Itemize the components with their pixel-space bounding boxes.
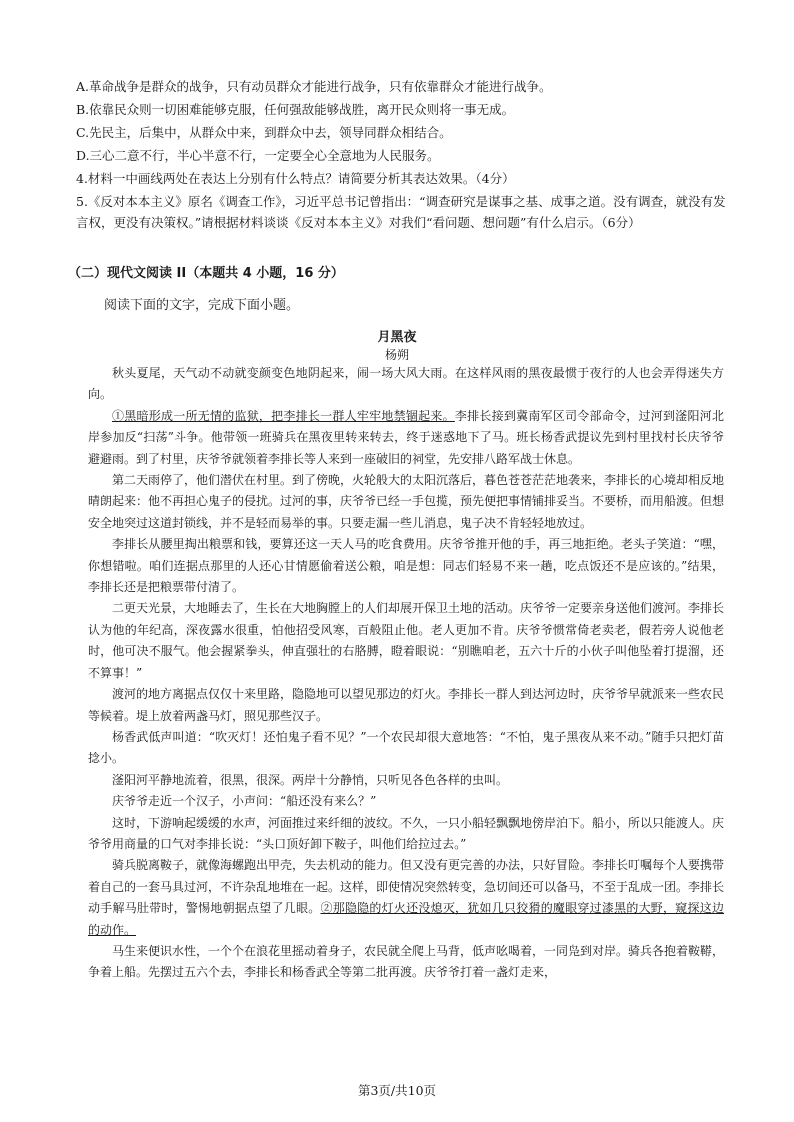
story-paragraph: 二更天光景，大地睡去了，生长在大地胸膛上的人们却展开保卫土地的活动。庆爷爷一定要亲身送他们渡河。李排长认为他的年纪高，深夜露水很重，怕他招受风寒，百般阻止他。老人更加不肯。庆爷爷惯常倚老卖老，假若旁人说他老时，他可决不服气。他会握紧拳头，伸直强壮的右胳膊，瞪着眼说：“别瞧咱老，五六十斤的小伙子叫他坠着打提溜，还不算事！” — [88, 601, 725, 680]
story-paragraph: 渡河的地方离据点仅仅十来里路，隐隐地可以望见那边的灯火。李排长一群人到达河边时，庆爷爷早就派来一些农民等候着。堤上放着两盏马灯，照见那些汉子。 — [88, 687, 725, 723]
story-body — [88, 363, 724, 984]
story-paragraph: 马生来便识水性，一个个在浪花里摇动着身子，农民就全爬上马背，低声吆喝着，一同凫到对岸。骑兵各抱着鞍鞯，争着上船。先摆过五六个去，李排长和杨香武全等第二批再渡。庆爷爷打着一盏灯走来， — [88, 943, 725, 980]
underlined-sentence-1: ①黑暗形成一所无情的监狱，把李排长一群人牢牢地禁锢起来。 — [112, 408, 455, 423]
story-paragraph: 杨香武低声叫道：“吹灭灯！还怕鬼子看不见？”一个农民却很大意地答：“不怕，鬼子黑夜从来不动。”随手只把灯苗捻小。 — [88, 729, 724, 766]
story-paragraph: 这时，下游响起缓缓的水声，河面推过来纤细的波纹。不久，一只小船轻飘飘地傍岸泊下。船小，所以只能渡人。庆爷爷用商量的口气对李排长说：“头口顶好卸下鞍子，叫他们给拉过去。” — [88, 815, 725, 851]
option-d: D.三心二意不行，半心半意不行，一定要全心全意地为人民服务。 — [76, 148, 440, 163]
option-a: A.革命战争是群众的战争，只有动员群众才能进行战争，只有依靠群众才能进行战争。 — [76, 79, 552, 94]
story-paragraph — [88, 406, 724, 470]
story-title: 月黑夜 — [377, 330, 417, 345]
paragraph-text: 骑兵脱离鞍子，就像海螺跑出甲壳，失去机动的能力。但又没有更完善的办法，只好冒险。李排长叮嘱每个人要携带着自己的一套马具过河，不许杂乱地堆在一起。这样，即使情况突然转变，急切间还可以备马，不至于乱成一团。李排长动手解马肚带时，警惕地朝据点望了几眼。 — [88, 858, 725, 916]
story-paragraph: 庆爷爷走近一个汉子，小声问：“船还没有来么？” — [112, 794, 377, 809]
story-author: 杨朔 — [384, 348, 409, 362]
story-paragraph: 滏阳河平静地流着，很黑，很深。两岸十分静悄，只听见各色各样的虫叫。 — [112, 772, 509, 787]
story-paragraph: 李排长从腰里掏出粮票和钱，要算还这一天人马的吃食费用。庆爷爷推开他的手，再三地拒绝。老头子笑道：“嘿，你想错啦。咱们连据点那里的人还心甘情愿偷着送公粮，咱是想：同志们轻易不来一趟，吃点饭还不是应该的。”结果，李排长还是把粮票带付清了。 — [88, 537, 724, 595]
section-intro: 阅读下面的文字，完成下面小题。 — [104, 298, 300, 313]
story-paragraph: 秋头夏尾，天气动不动就变颜变色地阴起来，闹一场大风大雨。在这样风雨的黑夜最惯于夜行的人也会弄得迷失方向。 — [88, 366, 724, 402]
option-c: C.先民主，后集中，从群众中来，到群众中去，领导同群众相结合。 — [76, 125, 452, 140]
question-5: 5.《反对本本主义》原名《调查工作》，习近平总书记曾指出：“调查研究是谋事之基、成事之道。没有调查，就没有发言权，更没有决策权。”请根据材料谈谈《反对本本主义》对我们“看问题、想问题”有什么启示。（6分） — [76, 194, 726, 230]
story-paragraph — [88, 855, 724, 941]
story-paragraph: 第二天雨停了，他们潜伏在村里。到了傍晚，火轮般大的太阳沉落后，暮色苍苍茫茫地袭来，李排长的心境却相反地晴朗起来：他不再担心鬼子的侵扰。过河的事，庆爷爷已经一手包揽，预先便把事情铺排妥当。不要桥，而用船渡。但想安全地突过这道封锁线，并不是轻而易举的事。只要走漏一些儿消息，鬼子决不肯轻轻地放过。 — [88, 473, 725, 530]
underlined-sentence-2: ②那隐隐的灯火还没熄灭，犹如几只狡猾的魔眼穿过漆黑的大野，窥探这边的动作。 — [88, 901, 724, 937]
page-number: 第3页/共10页 — [357, 1083, 437, 1098]
paragraph-text: 李排长接到冀南军区司令部命令，过河到滏阳河北岸参加反“扫荡”斗争。他带领一班骑兵在黑夜里转来转去，终于迷惑地下了马。班长杨香武提议先到村里找村长庆爷爷避避雨。到了村里，庆爷爷就领着李排长等人来到一座破旧的祠堂，先安排八路军战士休息。 — [88, 408, 724, 466]
section-heading: （二）现代文阅读 II（本题共 4 小题，16 分） — [68, 266, 344, 281]
question-4: 4.材料一中画线两处在表达上分别有什么特点？请简要分析其表达效果。（4分） — [76, 171, 515, 186]
option-b: B.依靠民众则一切困难能够克服，任何强敌能够战胜，离开民众则将一事无成。 — [76, 102, 515, 117]
